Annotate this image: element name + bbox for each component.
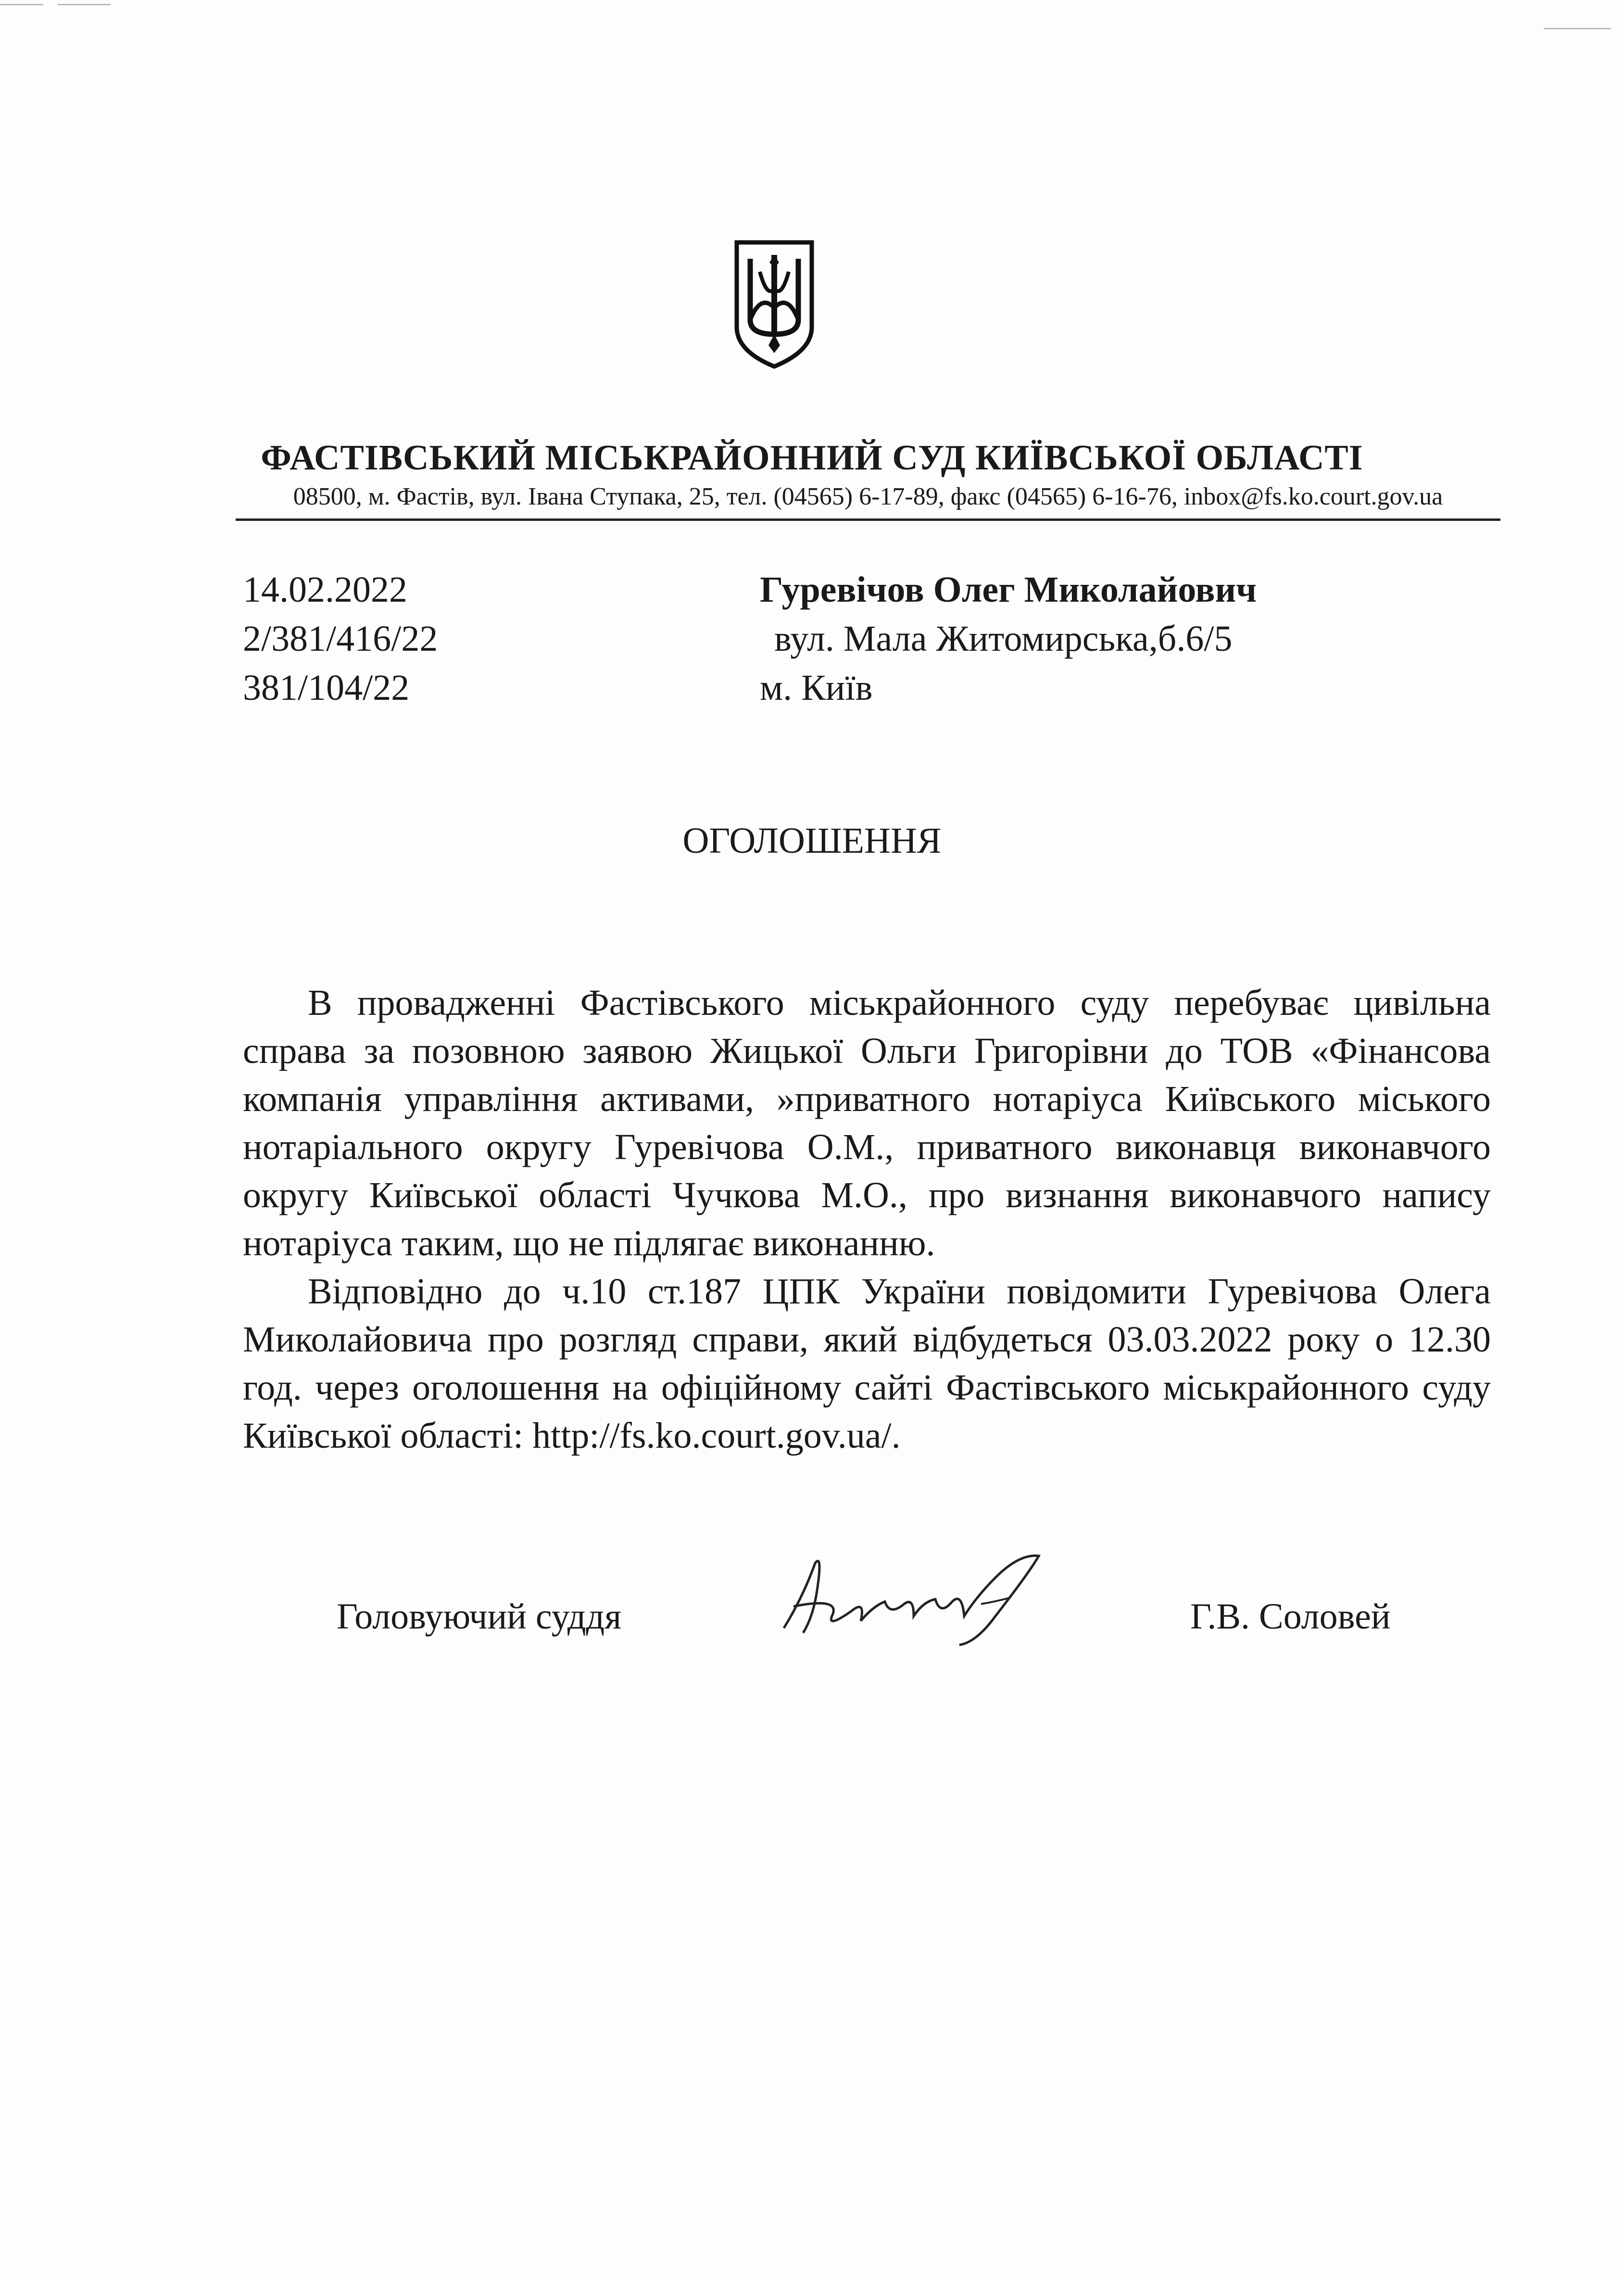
handwritten-signature: [769, 1544, 1077, 1650]
recipient-name: Гуревічов Олег Миколайович: [760, 569, 1257, 610]
signer-name: Г.В. Соловей: [1190, 1596, 1391, 1637]
scan-edge-mark: [1544, 28, 1611, 29]
signer-role: Головуючий суддя: [337, 1596, 622, 1637]
recipient-block: [760, 565, 1257, 712]
notice-body: [243, 979, 1491, 1460]
document-title: ОГОЛОШЕННЯ: [682, 821, 942, 861]
recipient-city: м. Київ: [760, 668, 873, 708]
scan-edge-mark: [0, 4, 43, 5]
document-date: 14.02.2022: [243, 569, 407, 610]
case-number: 2/381/416/22: [243, 619, 438, 659]
recipient-street: вул. Мала Житомирська,б.6/5: [774, 619, 1233, 659]
body-paragraph: В провадженні Фастівського міськрайонного суду перебуває цивільна справа за позовною заявою Жицької Ольги Григорівни до ТОВ «Фінансова компанія управління активами, »приватного нотаріуса Київського міського нотаріального округу Гуревічова О.М., приватного виконавця виконавчого округу Київської області Чучкова М.О., про визнання виконавчого напису нотаріуса таким, що не підлягає виконанню.: [243, 983, 1491, 1263]
body-paragraph: Відповідно до ч.10 ст.187 ЦПК України повідомити Гуревічова Олега Миколайовича про розгляд справи, який відбудеться 03.03.2022 року о 12.30 год. через оголошення на офіційному сайті Фастівського міськрайонного суду Київської області: http://fs.ko.court.gov.ua/.: [243, 1271, 1491, 1456]
court-name: ФАСТІВСЬКИЙ МІСЬКРАЙОННИЙ СУД КИЇВСЬКОЇ ОБЛАСТІ: [261, 438, 1363, 478]
header-divider: [236, 518, 1500, 521]
registration-block: [243, 565, 438, 712]
proceeding-number: 381/104/22: [243, 668, 410, 708]
coat-of-arms-icon: [731, 236, 818, 370]
court-address: 08500, м. Фастів, вул. Івана Ступака, 25, тел. (04565) 6-17-89, факс (04565) 6-16-76, inbox@fs.ko.court.gov.ua: [293, 483, 1443, 510]
scan-edge-mark: [58, 4, 111, 5]
